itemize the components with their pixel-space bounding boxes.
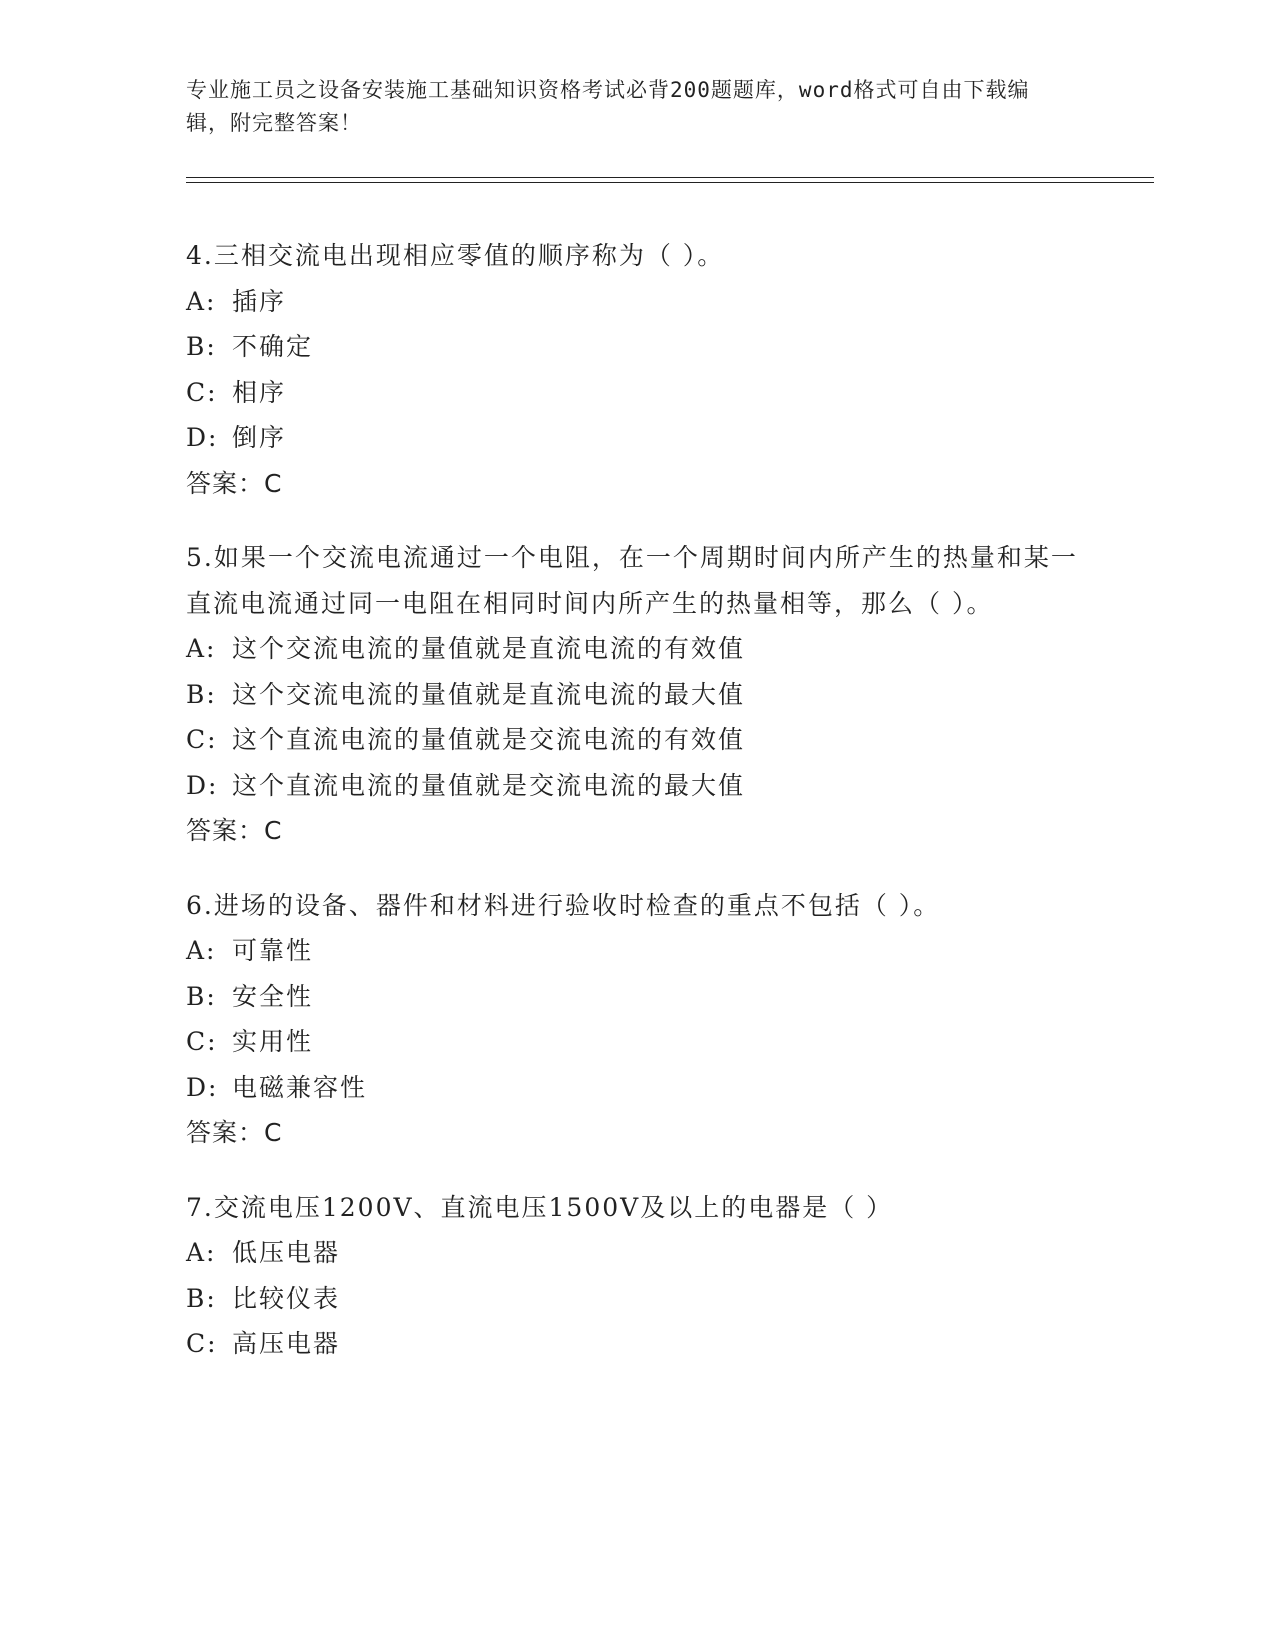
option-letter: C:: [186, 1027, 218, 1056]
question-stem: 7.交流电压1200V、直流电压1500V及以上的电器是（ ）: [186, 1192, 894, 1222]
option-c: [186, 1019, 1086, 1065]
option-d: [186, 763, 1086, 809]
option-letter: B:: [186, 981, 217, 1011]
option-text: 实用性: [232, 1027, 314, 1056]
header-divider-bottom: [186, 182, 1154, 183]
question-list: [186, 233, 1086, 1396]
option-letter: B:: [186, 332, 217, 361]
option-c: [186, 1321, 1086, 1367]
question-5: [186, 535, 1086, 854]
option-letter: A:: [186, 1238, 217, 1267]
option-a: [186, 928, 1086, 974]
option-letter: D:: [186, 1072, 219, 1102]
question-stem: 6.进场的设备、器件和材料进行验收时检查的重点不包括（ ）。: [186, 890, 941, 920]
option-b: [186, 672, 1086, 718]
option-a: [186, 626, 1086, 672]
option-text: 这个直流电流的量值就是交流电流的有效值: [232, 725, 746, 754]
option-text: 电磁兼容性: [232, 1072, 368, 1102]
option-letter: D:: [186, 423, 219, 452]
header-divider-top: [186, 177, 1154, 178]
option-letter: A:: [186, 634, 217, 663]
question-stem: 5.如果一个交流电流通过一个电阻，在一个周期时间内所产生的热量和某一直流电流通过同一电阻在相同时间内所产生的热量相等，那么（ ）。: [186, 543, 1078, 618]
option-a: [186, 1230, 1086, 1276]
option-text: 这个交流电流的量值就是直流电流的有效值: [232, 634, 746, 663]
question-7: [186, 1185, 1086, 1367]
question-6: [186, 883, 1086, 1156]
document-header: 专业施工员之设备安装施工基础知识资格考试必背200题题库，word格式可自由下载编辑，附完整答案！: [186, 78, 1030, 135]
option-text: 这个直流电流的量值就是交流电流的最大值: [232, 770, 746, 800]
option-text: 不确定: [232, 332, 314, 361]
option-text: 插序: [232, 286, 287, 316]
option-text: 低压电器: [232, 1238, 341, 1267]
question-stem: 4.三相交流电出现相应零值的顺序称为（ ）。: [186, 241, 725, 270]
option-letter: D:: [186, 770, 219, 800]
option-b: [186, 324, 1086, 370]
option-letter: B:: [186, 679, 217, 709]
option-c: [186, 370, 1086, 416]
option-letter: C:: [186, 1329, 218, 1358]
option-letter: C:: [186, 377, 218, 407]
question-4: [186, 233, 1086, 506]
option-text: 可靠性: [232, 936, 314, 965]
option-letter: A:: [186, 286, 217, 316]
option-text: 比较仪表: [232, 1283, 341, 1313]
option-letter: C:: [186, 725, 218, 754]
option-b: [186, 1276, 1086, 1322]
option-text: 安全性: [232, 981, 314, 1011]
option-c: [186, 717, 1086, 763]
option-text: 高压电器: [232, 1329, 341, 1358]
option-letter: B:: [186, 1283, 217, 1313]
answer-line: 答案：C: [186, 1118, 283, 1147]
option-text: 这个交流电流的量值就是直流电流的最大值: [232, 679, 746, 709]
option-b: [186, 974, 1086, 1020]
answer-line: 答案：C: [186, 468, 283, 498]
answer-line: 答案：C: [186, 816, 283, 845]
option-a: [186, 279, 1086, 325]
option-text: 相序: [232, 377, 287, 407]
option-d: [186, 1065, 1086, 1111]
option-letter: A:: [186, 936, 217, 965]
option-d: [186, 415, 1086, 461]
option-text: 倒序: [232, 423, 287, 452]
